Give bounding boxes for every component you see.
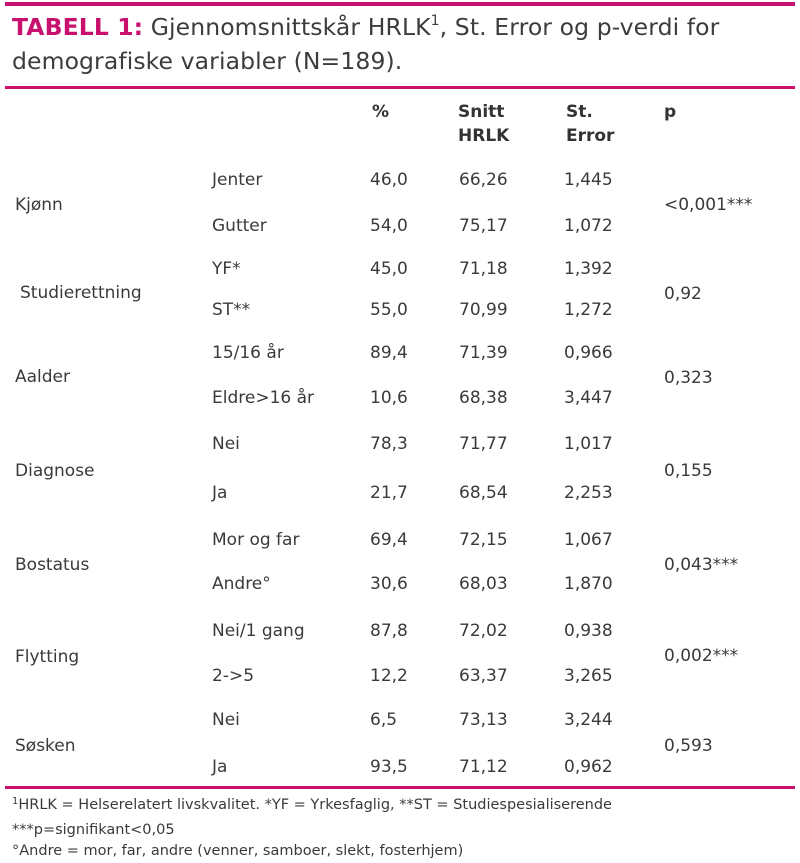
percent-value: 10,6 [370,388,408,408]
percent-value: 46,0 [370,170,408,190]
mean-hrlk-value: 68,38 [459,388,508,408]
col-header-se-line2: Error [566,126,615,146]
p-value: 0,002*** [664,646,739,666]
mean-hrlk-value: 70,99 [459,300,508,320]
mean-hrlk-value: 71,12 [459,757,508,777]
variable-label: Studierettning [20,283,142,303]
std-error-value: 1,870 [564,574,613,594]
category-label: Nei/1 gang [212,621,305,641]
table-label: TABELL 1: [12,13,144,41]
footnote-superscript: 1 [12,796,19,807]
percent-value: 6,5 [370,710,398,730]
mean-hrlk-value: 71,39 [459,343,508,363]
title-text-rest: , St. Error og p-verdi for demografiske variabler (N=189). [12,13,720,75]
col-header-mean [458,100,509,148]
header-rule [5,86,795,89]
percent-value: 12,2 [370,666,408,686]
std-error-value: 1,272 [564,300,613,320]
col-header-mean-line2: HRLK [458,126,510,146]
footnote-2: ***p=signifikant<0,05 [12,822,175,838]
mean-hrlk-value: 68,03 [459,574,508,594]
p-value: 0,155 [664,461,713,481]
mean-hrlk-value: 63,37 [459,666,508,686]
category-label: Nei [212,710,240,730]
bottom-rule [5,786,795,789]
percent-value: 55,0 [370,300,408,320]
footnote-1 [12,796,612,814]
std-error-value: 0,962 [564,757,613,777]
variable-label: Kjønn [15,195,63,215]
std-error-value: 1,067 [564,530,613,550]
percent-value: 30,6 [370,574,408,594]
std-error-value: 1,017 [564,434,613,454]
p-value: 0,92 [664,284,702,304]
category-label: Gutter [212,216,267,236]
variable-label: Bostatus [15,555,90,575]
std-error-value: 0,966 [564,343,613,363]
p-value: 0,593 [664,736,713,756]
percent-value: 93,5 [370,757,408,777]
category-label: Ja [212,757,228,777]
std-error-value: 3,265 [564,666,613,686]
std-error-value: 0,938 [564,621,613,641]
mean-hrlk-value: 71,77 [459,434,508,454]
p-value: 0,323 [664,368,713,388]
std-error-value: 1,445 [564,170,613,190]
footnote-line1: HRLK = Helserelatert livskvalitet. *YF = Yrkesfaglig, **ST = Studiespesialiserende [18,797,612,813]
top-rule [5,2,795,6]
category-label: Andre° [212,574,271,594]
category-label: Mor og far [212,530,300,550]
std-error-value: 3,447 [564,388,613,408]
category-label: Nei [212,434,240,454]
percent-value: 21,7 [370,483,408,503]
mean-hrlk-value: 72,15 [459,530,508,550]
std-error-value: 3,244 [564,710,613,730]
col-header-pct: % [372,102,390,122]
mean-hrlk-value: 75,17 [459,216,508,236]
variable-label: Flytting [15,647,80,667]
category-label: 2->5 [212,666,255,686]
percent-value: 54,0 [370,216,408,236]
std-error-value: 1,072 [564,216,613,236]
category-label: Ja [212,483,228,503]
mean-hrlk-value: 72,02 [459,621,508,641]
col-header-se-line1: St. [566,102,593,122]
variable-label: Diagnose [15,461,95,481]
p-value: 0,043*** [664,555,739,575]
mean-hrlk-value: 68,54 [459,483,508,503]
std-error-value: 2,253 [564,483,613,503]
col-header-mean-line1: Snitt [458,102,505,122]
table-title [12,10,792,78]
variable-label: Aalder [15,367,71,387]
category-label: ST** [212,300,251,320]
percent-value: 89,4 [370,343,408,363]
title-superscript: 1 [430,13,440,29]
category-label: YF* [212,259,241,279]
col-header-p: p [664,102,677,122]
title-text: Gjennomsnittskår HRLK [150,13,431,41]
category-label: Eldre>16 år [212,388,315,408]
mean-hrlk-value: 71,18 [459,259,508,279]
variable-label: Søsken [15,736,76,756]
category-label: 15/16 år [212,343,284,363]
p-value: <0,001*** [664,195,753,215]
footnote-3: °Andre = mor, far, andre (venner, samboer, slekt, fosterhjem) [12,843,464,859]
category-label: Jenter [212,170,263,190]
percent-value: 45,0 [370,259,408,279]
mean-hrlk-value: 73,13 [459,710,508,730]
std-error-value: 1,392 [564,259,613,279]
percent-value: 78,3 [370,434,408,454]
mean-hrlk-value: 66,26 [459,170,508,190]
percent-value: 69,4 [370,530,408,550]
percent-value: 87,8 [370,621,408,641]
col-header-se [566,100,614,148]
